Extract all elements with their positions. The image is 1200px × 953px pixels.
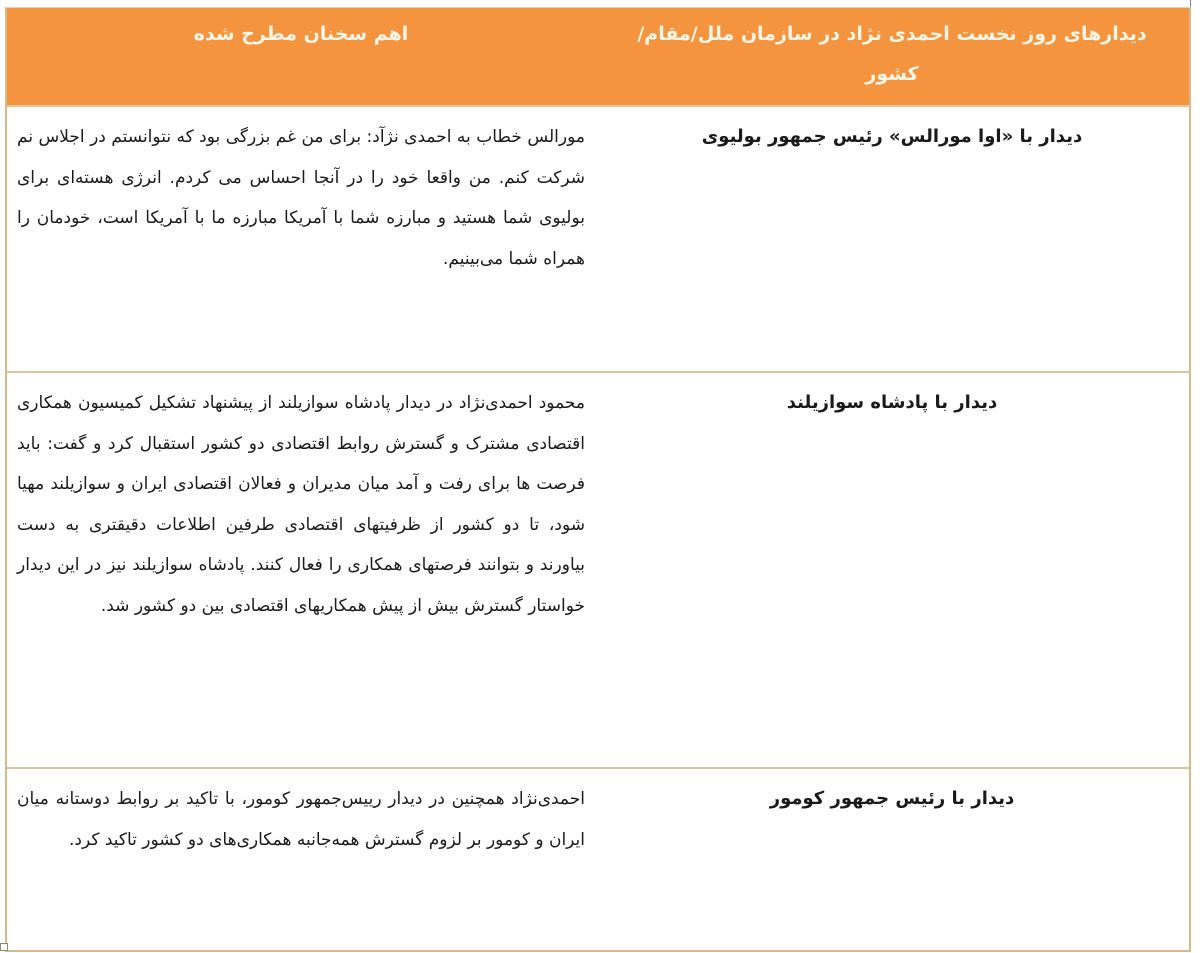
remarks-text: احمدی‌نژاد همچنین در دیدار رییس‌جمهور کومور، با تاکید بر روابط دوستانه میان ایران و کومور بر لزوم گسترش همه‌جانبه همکاری‌های دو کشور تاکید کرد. — [17, 789, 585, 850]
table-row — [7, 373, 1189, 769]
remarks-text: محمود احمدی‌نژاد در دیدار پادشاه سوازیلند از پیشنهاد تشکیل کمیسیون همکاری اقتصادی مشترک و گسترش روابط اقتصادی دو کشور استقبال کرد و گفت: باید فرصت ها برای رفت و آمد میان مدیران و فعالان اقتصادی ایران و سوازیلند مهیا شود، تا دو کشور از ظرفیتهای اقتصادی طرفین اطلاعات دقیقتری به دست بیاورند و بتوانند فرصتهای همکاری را فعال کنند. پادشاه سوازیلند نیز در این دیدار خواستار گسترش بیش از پیش همکاریهای اقتصادی بین دو کشور شد. — [17, 393, 585, 616]
meeting-cell — [595, 107, 1189, 371]
table-row — [7, 107, 1189, 373]
meeting-title: دیدار با پادشاه سوازیلند — [786, 392, 998, 413]
remarks-text: مورالس خطاب به احمدی نژآد: برای من غم بزرگی بود که نتوانستم در اجلاس نم شرکت کنم. من واقعا خود را در آنجا احساس می کردم. انرژی هسته‌ای برای بولیوی شما هستید و مبارزه شما با آمریکا مبارزه ما با آمریکا است، خودمان را همراه شما می‌بینیم. — [17, 127, 585, 269]
header-meetings: دیدارهای روز نخست احمدی نژاد در سازمان ملل/مقام/کشور — [637, 23, 1147, 85]
meeting-title: دیدار با «اوا مورالس» رئیس جمهور بولیوی — [701, 126, 1083, 147]
table-anchor-marker — [0, 943, 8, 951]
table-row — [7, 769, 1189, 950]
meeting-title: دیدار با رئیس جمهور کومور — [769, 788, 1015, 809]
remarks-cell — [7, 107, 595, 371]
meeting-cell — [595, 769, 1189, 950]
header-remarks: اهم سخنان مطرح شده — [193, 23, 409, 45]
meetings-table — [5, 7, 1191, 952]
remarks-cell — [7, 769, 595, 950]
table-header — [7, 8, 1189, 107]
remarks-cell — [7, 373, 595, 767]
meeting-cell — [595, 373, 1189, 767]
